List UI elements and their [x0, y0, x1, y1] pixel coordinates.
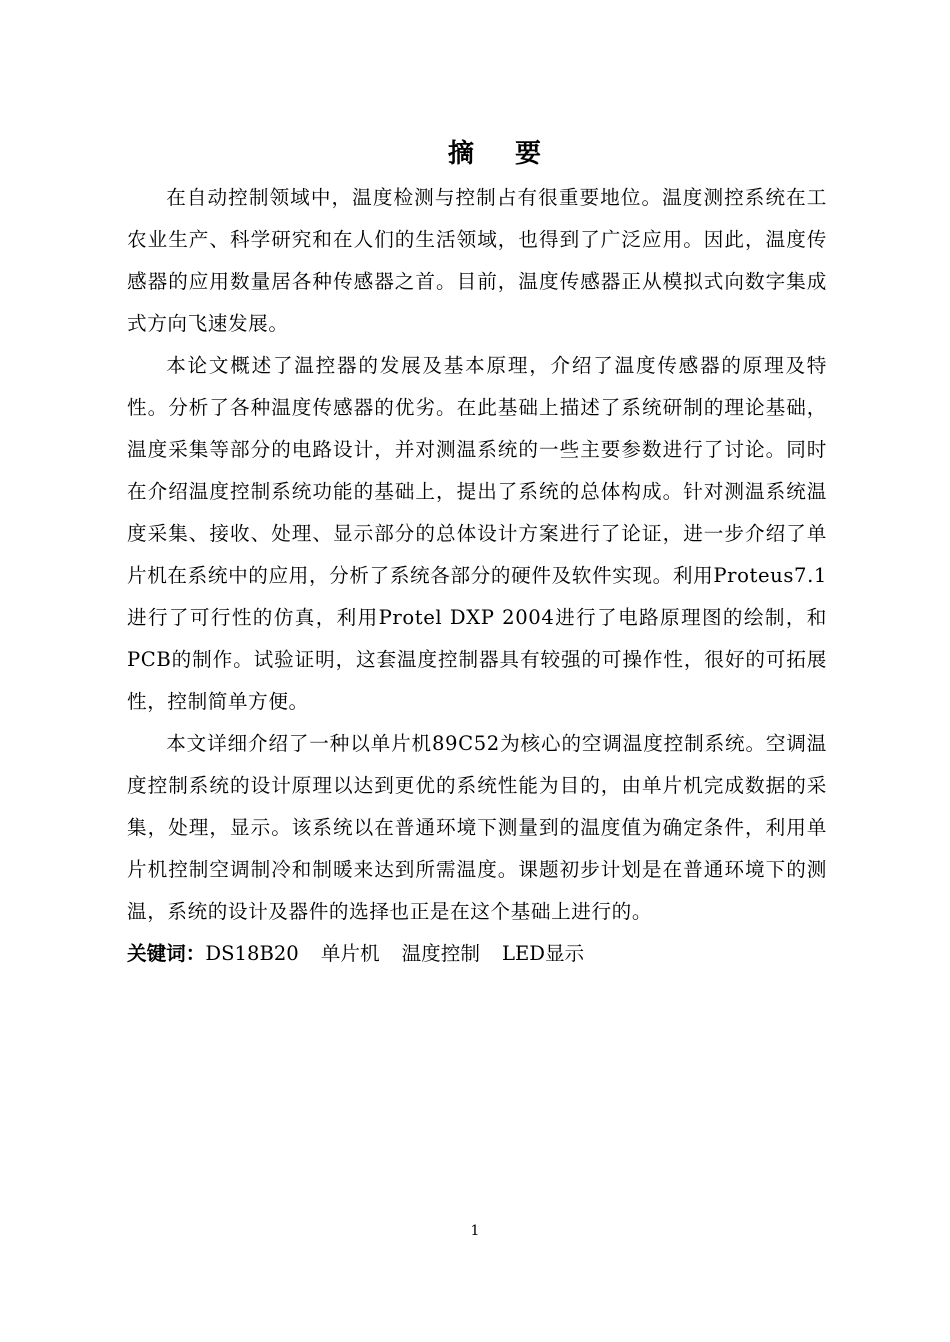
abstract-paragraph-1: 在自动控制领域中，温度检测与控制占有很重要地位。温度测控系统在工农业生产、科学研究和在人们的生活领域，也得到了广泛应用。因此，温度传感器的应用数量居各种传感器之首。目前，温度传感器正从模拟式向数字集成式方向飞速发展。 — [127, 186, 827, 335]
abstract-title — [0, 136, 950, 172]
keyword-item: 温度控制 — [401, 942, 480, 965]
keywords-label: 关键词： — [127, 942, 206, 965]
abstract-paragraph-3: 本文详细介绍了一种以单片机89C52为核心的空调温度控制系统。空调温度控制系统的设计原理以达到更优的系统性能为目的，由单片机完成数据的采集，处理，显示。该系统以在普通环境下测量到的温度值为确定条件，利用单片机控制空调制冷和制暖来达到所需温度。课题初步计划是在普通环境下的测温，系统的设计及器件的选择也正是在这个基础上进行的。 — [127, 732, 827, 923]
keyword-item: LED显示 — [501, 942, 585, 965]
keyword-item: 单片机 — [320, 942, 380, 965]
abstract-body — [127, 177, 827, 975]
keywords-line — [127, 933, 827, 975]
abstract-title-char-2: 要 — [515, 139, 543, 169]
keyword-item: DS18B20 — [205, 942, 299, 965]
page-number: 1 — [470, 1223, 480, 1239]
abstract-title-char-1: 摘 — [447, 139, 475, 169]
abstract-paragraph-2: 本论文概述了温控器的发展及基本原理，介绍了温度传感器的原理及特性。分析了各种温度传感器的优劣。在此基础上描述了系统研制的理论基础，温度采集等部分的电路设计，并对测温系统的一些主要参数进行了讨论。同时在介绍温度控制系统功能的基础上，提出了系统的总体构成。针对测温系统温度采集、接收、处理、显示部分的总体设计方案进行了论证，进一步介绍了单片机在系统中的应用，分析了系统各部分的硬件及软件实现。利用Proteus7.1进行了可行性的仿真，利用Protel DXP 2004进行了电路原理图的绘制，和PCB的制作。试验证明，这套温度控制器具有较强的可操作性，很好的可拓展性，控制简单方便。 — [127, 354, 827, 713]
